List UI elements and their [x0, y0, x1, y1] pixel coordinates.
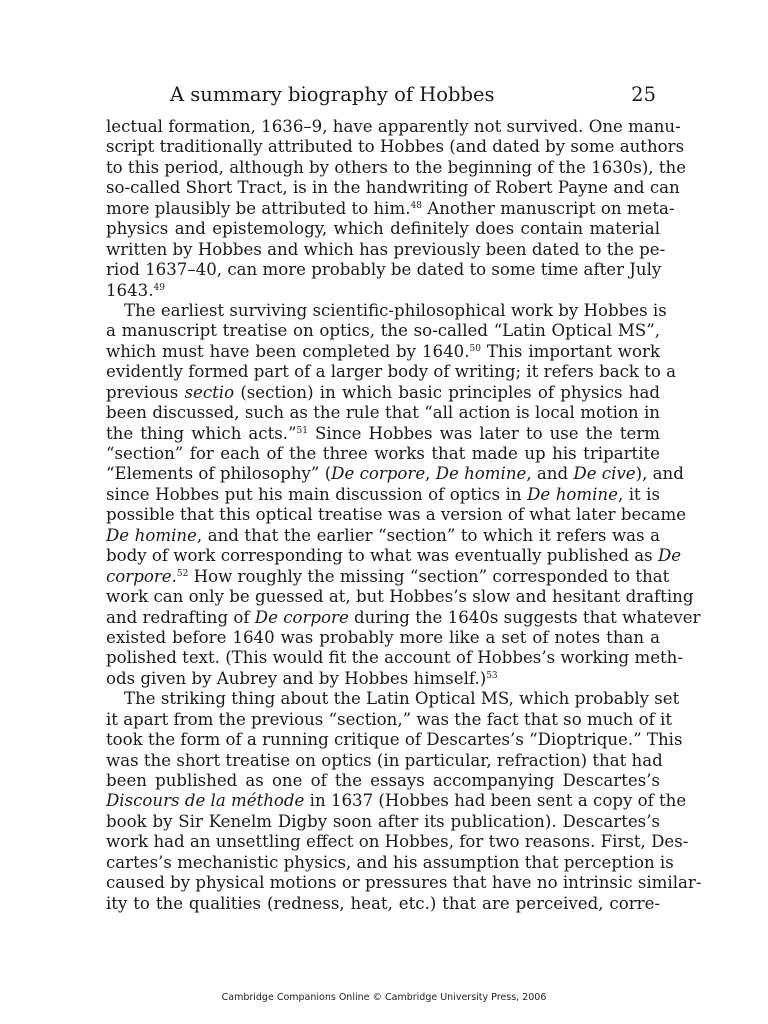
- italic-text: De corpore: [331, 464, 426, 484]
- text-line: [106, 178, 680, 198]
- page-number: 25: [631, 83, 656, 106]
- text-line: [106, 771, 660, 791]
- text-line: [106, 709, 673, 730]
- italic-text: corpore: [106, 566, 172, 586]
- text-segment: The earliest surviving scientific-philosophical work by Hobbes is: [124, 300, 667, 320]
- text-segment: in 1637 (Hobbes had been sent a copy of the: [304, 791, 687, 811]
- text-segment: since Hobbes put his main discussion of optics in: [106, 484, 528, 504]
- text-line: [106, 300, 667, 321]
- text-line: [106, 566, 670, 587]
- text-line: [106, 239, 666, 260]
- footnote-ref: 53: [486, 670, 498, 681]
- text-segment: (section) in which basic principles of physics had: [234, 382, 661, 402]
- text-segment: to this period, although by others to the beginning of the 1630s), the: [106, 157, 687, 177]
- text-segment: ods given by Aubrey and by Hobbes himself.): [106, 668, 487, 688]
- text-segment: been discussed, such as the rule that “all action is local motion in: [106, 403, 660, 423]
- text-line: [106, 444, 660, 464]
- running-title: A summary biography of Hobbes: [170, 83, 495, 106]
- text-line: [106, 424, 660, 444]
- text-line: [106, 894, 660, 914]
- italic-text: De cive: [573, 464, 636, 484]
- text-segment: , and: [526, 464, 574, 484]
- text-segment: , and that the earlier “section” to which it refers was a: [196, 525, 660, 545]
- text-segment: and redrafting of: [106, 607, 255, 627]
- text-segment: Since Hobbes was later to use the term: [308, 423, 660, 443]
- text-segment: during the 1640s suggests that whatever: [348, 607, 701, 627]
- text-line: [106, 546, 682, 566]
- text-line: [106, 669, 660, 689]
- text-line: [106, 873, 702, 893]
- footnote-ref: 51: [296, 425, 308, 436]
- text-line: [106, 198, 675, 219]
- text-line: [106, 607, 701, 628]
- text-line: [106, 157, 687, 178]
- text-line: [106, 526, 660, 546]
- text-segment: cartes’s mechanistic physics, and his assumption that perception is: [106, 852, 674, 872]
- text-segment: 1643.: [106, 280, 154, 300]
- footnote-ref: 50: [469, 343, 481, 354]
- text-line: [106, 137, 685, 157]
- italic-text: De homine: [527, 484, 618, 504]
- text-segment: caused by physical motions or pressures that have no intrinsic similar-: [106, 873, 702, 893]
- text-segment: possible that this optical treatise was a version of what later became: [106, 505, 687, 525]
- text-line: [106, 832, 689, 852]
- italic-text: De corpore: [254, 607, 349, 627]
- italic-text: Discours de la méthode: [106, 791, 305, 811]
- italic-text: De: [657, 546, 682, 566]
- text-line: [106, 587, 694, 607]
- text-segment: more plausibly be attributed to him.: [106, 198, 411, 218]
- text-line: [106, 281, 660, 301]
- italic-text: sectio: [184, 382, 235, 402]
- text-segment: been published as one of the essays accompanying Descartes’s: [106, 771, 660, 790]
- text-segment: polished text. (This would fit the account of Hobbes’s working meth-: [106, 648, 683, 668]
- footnote-ref: 49: [153, 282, 165, 293]
- text-segment: , it is: [617, 484, 660, 504]
- text-segment: .: [171, 566, 177, 586]
- text-line: [106, 791, 687, 811]
- text-line: [106, 505, 687, 525]
- text-segment: took the form of a running critique of Descartes’s “Dioptrique.” This: [106, 730, 683, 750]
- text-segment: ,: [425, 464, 436, 484]
- text-segment: “Elements of philosophy” (: [106, 464, 332, 484]
- text-line: [106, 730, 683, 750]
- text-segment: it apart from the previous “section,” was the fact that so much of it: [106, 709, 673, 729]
- footnote-ref: 52: [176, 568, 189, 579]
- running-head: [108, 80, 656, 110]
- text-line: [106, 117, 681, 137]
- italic-text: De homine: [106, 525, 197, 545]
- text-line: [106, 219, 660, 239]
- text-line: [106, 383, 660, 403]
- text-line: [106, 464, 684, 484]
- text-line: [106, 648, 683, 668]
- text-line: [106, 403, 660, 423]
- text-segment: evidently formed part of a larger body of writing; it refers back to a: [106, 362, 677, 382]
- footnote-ref: 48: [410, 200, 422, 211]
- text-line: [106, 485, 660, 505]
- text-segment: riod 1637–40, can more probably be dated to some time after July: [106, 260, 662, 280]
- text-segment: ity to the qualities (redness, heat, etc.) that are perceived, corre-: [106, 893, 660, 913]
- text-segment: work had an unsettling effect on Hobbes, for two reasons. First, Des-: [106, 832, 689, 852]
- text-segment: “section” for each of the three works that made up his tripartite: [106, 444, 660, 463]
- text-segment: body of work corresponding to what was eventually published as: [106, 546, 658, 566]
- text-line: [106, 260, 660, 280]
- text-segment: ), and: [635, 464, 684, 484]
- text-segment: the thing which acts.”: [106, 423, 297, 443]
- text-segment: script traditionally attributed to Hobbes (and dated by some authors: [106, 137, 685, 157]
- text-segment: The striking thing about the Latin Optical MS, which probably set: [124, 689, 680, 709]
- italic-text: De homine: [435, 464, 527, 484]
- text-segment: lectual formation, 1636–9, have apparently not survived. One manu-: [106, 117, 681, 136]
- text-line: [106, 750, 663, 771]
- text-segment: book by Sir Kenelm Digby soon after its publication). Descartes’s: [106, 811, 660, 831]
- text-segment: which must have been completed by 1640.: [106, 341, 470, 361]
- text-segment: so-called Short Tract, is in the handwriting of Robert Payne and can: [106, 178, 680, 198]
- text-line: [106, 342, 660, 362]
- body-text: [106, 117, 702, 914]
- text-segment: work can only be guessed at, but Hobbes’s slow and hesitant drafting: [106, 587, 694, 607]
- text-segment: Another manuscript on meta-: [421, 198, 675, 218]
- text-line: [106, 689, 680, 709]
- text-segment: This important work: [480, 341, 660, 361]
- text-segment: previous: [106, 382, 185, 402]
- copyright-footer: Cambridge Companions Online © Cambridge University Press, 2006: [221, 992, 547, 1003]
- text-line: [106, 321, 660, 341]
- text-line: [106, 812, 660, 832]
- text-segment: was the short treatise on optics (in particular, refraction) that had: [106, 750, 663, 770]
- text-line: [106, 628, 660, 648]
- text-segment: existed before 1640 was probably more like a set of notes than a: [106, 627, 660, 647]
- text-line: [106, 362, 677, 382]
- text-line: [106, 852, 674, 873]
- text-segment: a manuscript treatise on optics, the so-called “Latin Optical MS”,: [106, 321, 660, 341]
- text-segment: written by Hobbes and which has previously been dated to the pe-: [106, 239, 666, 259]
- text-segment: physics and epistemology, which definitely does contain material: [106, 219, 660, 239]
- text-segment: How roughly the missing “section” corresponded to that: [188, 566, 670, 586]
